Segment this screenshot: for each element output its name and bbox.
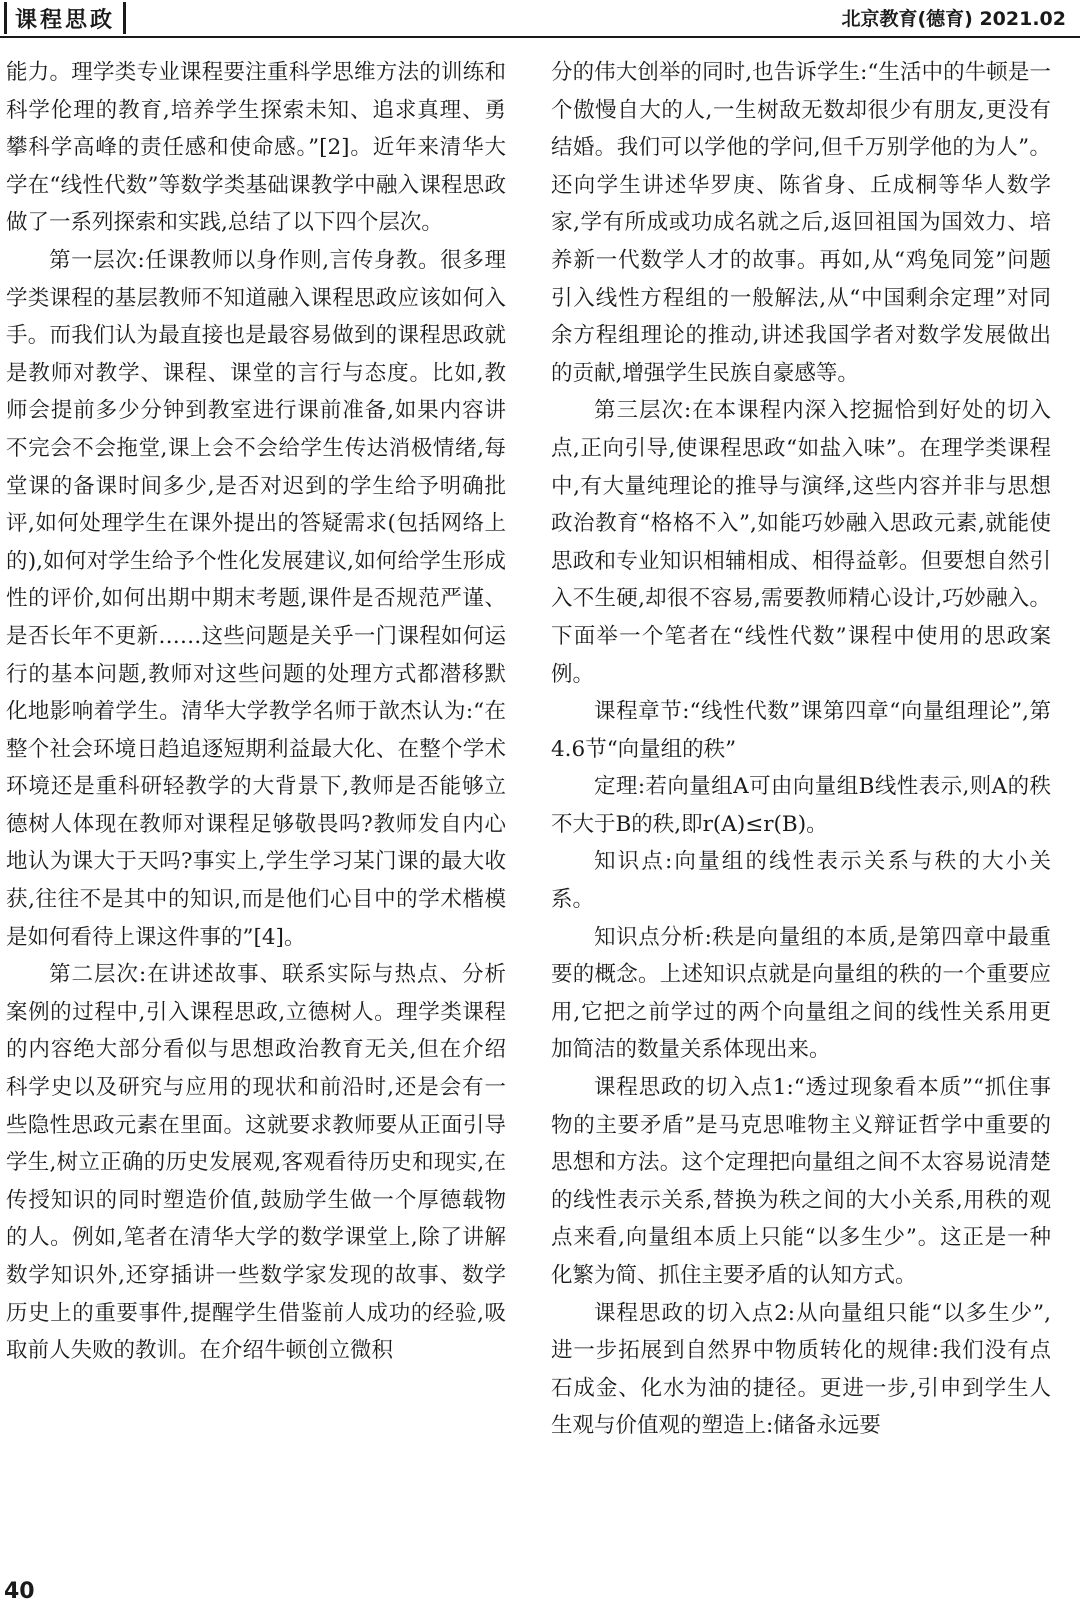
left-column <box>6 54 506 1370</box>
paragraph: 能力。理学类专业课程要注重科学思维方法的训练和科学伦理的教育,培养学生探索未知、追求真理、勇攀科学高峰的责任感和使命感。”[2]。近年来清华大学在“线性代数”等数学类基础课教学中融入课程思政做了一系列探索和实践,总结了以下四个层次。 <box>6 60 506 236</box>
section-label: 课程思政 <box>4 2 126 34</box>
paragraph: 课程思政的切入点2:从向量组只能“以多生少”,进一步拓展到自然界中物质转化的规律:我们没有点石成金、化水为油的捷径。更进一步,引申到学生人生观与价值观的塑造上:储备永远要 <box>551 1300 1051 1439</box>
paragraph: 课程章节:“线性代数”课第四章“向量组理论”,第4.6节“向量组的秩” <box>551 699 1051 762</box>
paragraph: 第二层次:在讲述故事、联系实际与热点、分析案例的过程中,引入课程思政,立德树人。理学类课程的内容绝大部分看似与思想政治教育无关,但在介绍科学史以及研究与应用的现状和前沿时,还是会有一些隐性思政元素在里面。这就要求教师要从正面引导学生,树立正确的历史发展观,客观看待历史和现实,在传授知识的同时塑造价值,鼓励学生做一个厚德载物的人。例如,笔者在清华大学的数学课堂上,除了讲解数学知识外,还穿插讲一些数学家发现的故事、数学历史上的重要事件,提醒学生借鉴前人成功的经验,吸取前人失败的教训。在介绍牛顿创立微积 <box>6 962 506 1364</box>
page-header <box>0 0 1080 40</box>
paragraph: 第三层次:在本课程内深入挖掘恰到好处的切入点,正向引导,使课程思政“如盐入味”。在理学类课程中,有大量纯理论的推导与演绎,这些内容并非与思想政治教育“格格不入”,如能巧妙融入思政元素,就能使思政和专业知识相辅相成、相得益彰。但要想自然引入不生硬,却很不容易,需要教师精心设计,巧妙融入。下面举一个笔者在“线性代数”课程中使用的思政案例。 <box>551 398 1051 687</box>
right-column <box>551 54 1051 1445</box>
header-divider <box>0 36 1080 38</box>
paragraph: 知识点分析:秩是向量组的本质,是第四章中最重要的概念。上述知识点就是向量组的秩的一个重要应用,它把之前学过的两个向量组之间的线性关系用更加简洁的数量关系体现出来。 <box>551 924 1051 1063</box>
paragraph: 知识点:向量组的线性表示关系与秩的大小关系。 <box>551 849 1051 913</box>
paragraph: 分的伟大创举的同时,也告诉学生:“生活中的牛顿是一个傲慢自大的人,一生树敌无数却很少有朋友,更没有结婚。我们可以学他的学问,但千万别学他的为人”。还向学生讲述华罗庚、陈省身、丘成桐等华人数学家,学有所成或功成名就之后,返回祖国为国效力、培养新一代数学人才的故事。再如,从“鸡兔同笼”问题引入线性方程组的一般解法,从“中国剩余定理”对同余方程组理论的推动,讲述我国学者对数学发展做出的贡献,增强学生民族自豪感等。 <box>551 60 1051 386</box>
page-number: 40 <box>4 1579 35 1604</box>
paragraph: 第一层次:任课教师以身作则,言传身教。很多理学类课程的基层教师不知道融入课程思政应该如何入手。而我们认为最直接也是最容易做到的课程思政就是教师对教学、课程、课堂的言行与态度。比如,教师会提前多少分钟到教室进行课前准备,如果内容讲不完会不会拖堂,课上会不会给学生传达消极情绪,每堂课的备课时间多少,是否对迟到的学生给予明确批评,如何处理学生在课外提出的答疑需求(包括网络上的),如何对学生给予个性化发展建议,如何给学生形成性的评价,如何出期中期末考题,课件是否规范严谨、是否长年不更新……这些问题是关乎一门课程如何运行的基本问题,教师对这些问题的处理方式都潜移默化地影响着学生。清华大学教学名师于歆杰认为:“在整个社会环境日趋追逐短期利益最大化、在整个学术环境还是重科研轻教学的大背景下,教师是否能够立德树人体现在教师对课程足够敬畏吗?教师发自内心地认为课大于天吗?事实上,学生学习某门课的最大收获,往往不是其中的知识,而是他们心目中的学术楷模是如何看待上课这件事的”[4]。 <box>6 247 506 950</box>
paragraph: 课程思政的切入点1:“透过现象看本质”“抓住事物的主要矛盾”是马克思唯物主义辩证哲学中重要的思想和方法。这个定理把向量组之间不太容易说清楚的线性表示关系,替换为秩之间的大小关系,用秩的观点来看,向量组本质上只能“以多生少”。这正是一种化繁为简、抓住主要矛盾的认知方式。 <box>551 1075 1051 1288</box>
journal-info: 北京教育(德育) 2021.02 <box>841 8 1066 30</box>
paragraph: 定理:若向量组A可由向量组B线性表示,则A的秩不大于B的秩,即r(A)≤r(B)。 <box>551 774 1051 837</box>
